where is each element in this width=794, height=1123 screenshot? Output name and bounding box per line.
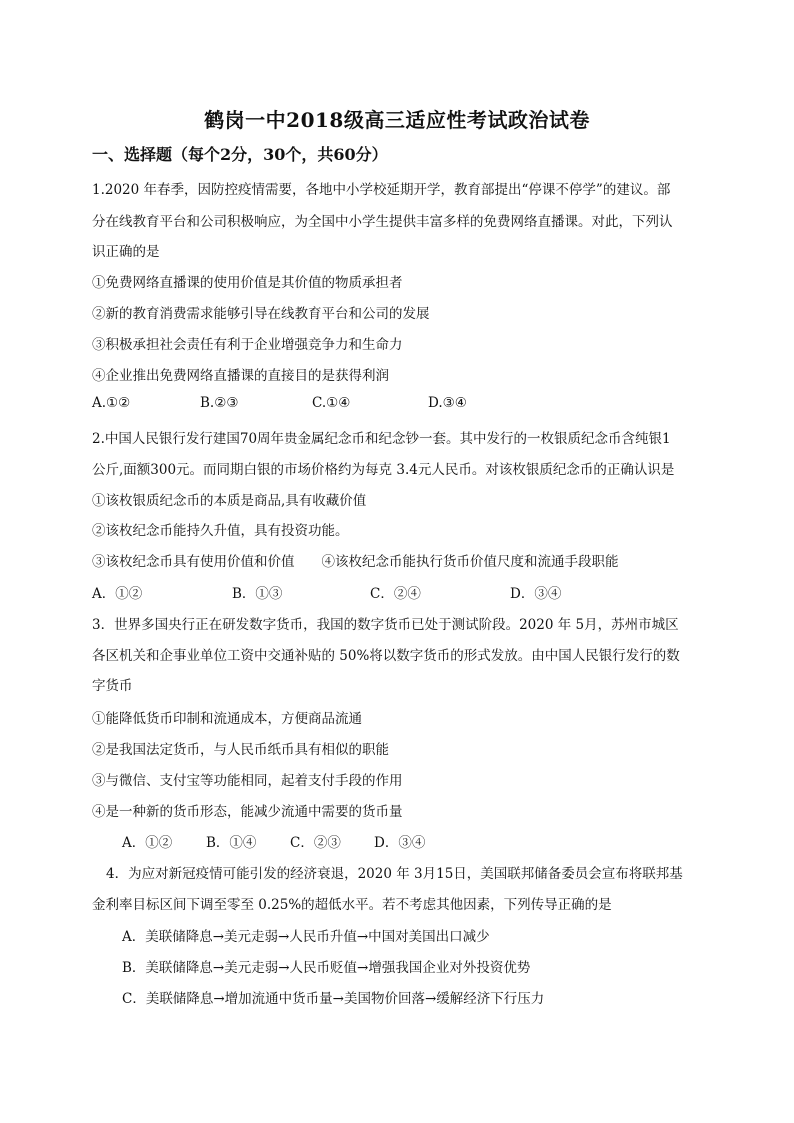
q1-item-3: ③积极承担社会责任有利于企业增强竞争力和生命力	[92, 337, 403, 353]
q2-item-2: ②该枚纪念币能持久升值，具有投资功能。	[92, 523, 349, 539]
q3-option-c: C．②③	[290, 835, 341, 851]
q2-stem-line1: 2.中国人民银行发行建国70周年贵金属纪念币和纪念钞一套。其中发行的一枚银质纪念币含纯银1	[92, 431, 671, 447]
q2-option-a: A．①②	[92, 586, 143, 602]
q1-option-a: A.①②	[92, 395, 131, 411]
q2-item-3-4: ③该枚纪念币具有使用价值和价值 ④该枚纪念币能执行货币价值尺度和流通手段职能	[92, 554, 619, 570]
q3-option-d: D．③④	[374, 835, 426, 851]
q4-option-b: B．美联储降息→美元走弱→人民币贬值→增强我国企业对外投资优势	[122, 960, 531, 976]
q1-stem-line2: 分在线教育平台和公司积极响应，为全国中小学生提供丰富多样的免费网络直播课。对此，下列认	[92, 214, 673, 230]
q1-stem-line1: 1.2020 年春季，因防控疫情需要，各地中小学校延期开学，教育部提出“停课不停学”的建议。部	[92, 182, 671, 198]
q2-option-d: D．③④	[510, 586, 562, 602]
q3-option-a: A．①②	[122, 835, 173, 851]
page-title: 鹤岗一中2018级高三适应性考试政治试卷	[204, 108, 590, 132]
q3-item-4: ④是一种新的货币形态，能减少流通中需要的货币量	[92, 804, 403, 820]
q3-option-b: B．①④	[206, 835, 257, 851]
q3-stem-line1: 3．世界多国央行正在研发数字货币，我国的数字货币已处于测试阶段。2020 年 5月，苏州市城区	[92, 617, 679, 633]
q4-option-a: A．美联储降息→美元走弱→人民币升值→中国对美国出口减少	[122, 929, 490, 945]
q4-option-c: C．美联储降息→增加流通中货币量→美国物价回落→缓解经济下行压力	[122, 991, 545, 1007]
q1-option-d: D.③④	[428, 395, 467, 411]
q4-stem-line2: 金利率目标区间下调至零至 0.25%的超低水平。若不考虑其他因素，下列传导正确的是	[92, 897, 612, 913]
q1-item-2: ②新的教育消费需求能够引导在线教育平台和公司的发展	[92, 306, 430, 322]
q1-item-1: ①免费网络直播课的使用价值是其价值的物质承担者	[92, 275, 403, 291]
q1-item-4: ④企业推出免费网络直播课的直接目的是获得利润	[92, 368, 389, 384]
q1-option-c: C.①④	[312, 395, 351, 411]
q2-option-b: B．①③	[232, 586, 283, 602]
q3-item-1: ①能降低货币印制和流通成本，方便商品流通	[92, 711, 362, 727]
q1-option-b: B.②③	[200, 395, 239, 411]
q3-stem-line3: 字货币	[92, 678, 133, 694]
q1-stem-line3: 识正确的是	[92, 244, 160, 260]
q2-item-1: ①该枚银质纪念币的本质是商品,具有收藏价值	[92, 493, 367, 509]
q2-stem-line2: 公斤,面额300元。而同期白银的市场价格约为每克 3.4元人民币。对该枚银质纪念币的正确认识是	[92, 462, 675, 478]
section-heading: 一、选择题（每个2分，30个，共60分）	[92, 145, 388, 164]
q3-item-2: ②是我国法定货币，与人民币纸币具有相似的职能	[92, 742, 389, 758]
q3-item-3: ③与微信、支付宝等功能相同，起着支付手段的作用	[92, 773, 403, 789]
q3-stem-line2: 各区机关和企事业单位工资中交通补贴的 50%将以数字货币的形式发放。由中国人民银行发行的数	[92, 648, 680, 664]
q2-option-c: C．②④	[370, 586, 421, 602]
q4-stem-line1: 4．为应对新冠疫情可能引发的经济衰退，2020 年 3月15日，美国联邦储备委员会宣布将联邦基	[106, 866, 683, 882]
